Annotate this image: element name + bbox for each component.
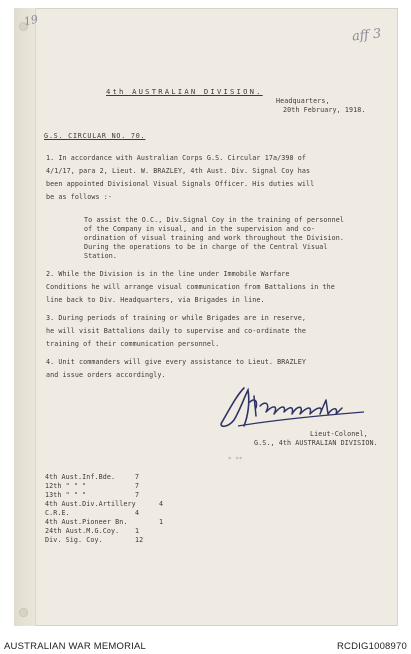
binding-strip (14, 8, 36, 626)
circular-reference: G.S. CIRCULAR NO. 70. (44, 132, 146, 140)
signature-image (214, 382, 374, 432)
text-line: he will visit Battalions daily to supervise and co-ordinate the (46, 327, 306, 335)
punch-hole (19, 608, 28, 617)
text-line: and issue orders accordingly. (46, 371, 166, 379)
paragraph-1 (46, 154, 315, 201)
paragraph-3 (46, 314, 306, 348)
footer-record-id: RCDIG1008970 (337, 641, 407, 652)
text-line: To assist the O.C., Div.Signal Coy in the training of personnel (84, 216, 344, 224)
text-line: 3. During periods of training or while Brigades are in reserve, (46, 314, 306, 322)
text-line: During the operations to be in charge of the Central Visual (84, 243, 328, 251)
text-line: 4. Unit commanders will give every assistance to Lieut. BRAZLEY (46, 358, 306, 366)
header-date: 20th February, 1918. (283, 106, 366, 114)
signatory-title: G.S., 4th AUSTRALIAN DIVISION. (254, 439, 378, 447)
document-page: 19 aff 3 4th AUSTRALIAN DIVISION. Headquarters, 20th February, 1918. G.S. CIRCULAR NO. 70. 1. In accordance with Australian Corps G.S. Circular 17a/398 of 4/1/17, para 2, Lieut. W. BRAZLEY, 4th Aust. Div. Signal Coy has been appointed Divisional Visual Signals Officer. His duties will be as follows :- To assist the O.C., Div.Signal Coy in the training of personnel of the Company in visual, and in the supervision and co- ordination of visual training and work throughout the Division. During the operations to be in charge of the Central Visual Station. 2. While the Division is in the line under Immobile Warfare Conditions he will arrange visual communication from Battalions in the line back to Div. Headquarters, via Brigades in line. 3. During periods of training or while Brigades are in reserve, he will visit Battalions daily to supervise and co-ordinate the training of their communication personnel. 4. Unit commanders will give every assistance to Lieut. BRAZLEY and issue orders accordingly. Lieut-Colonel, G.S., 4th AUSTRALIAN DIVISION. * ** 4th Aust.Inf.Bde. 7 12th " " " 7 13th " " " 7 4th Aust.Div.Artillery 4 C.R.E. 4 4th Aust.Pioneer Bn. 1 24th Aust.M.G.Coy. 1 Div. Sig. Coy. 12 (14, 8, 398, 626)
text-line: training of their communication personnel. (46, 340, 220, 348)
annotation-folio-number: 19 (22, 12, 40, 29)
header-location: Headquarters, (276, 97, 330, 105)
footer-archive-name: AUSTRALIAN WAR MEMORIAL (4, 641, 147, 652)
signatory-rank: Lieut-Colonel, (310, 430, 368, 438)
faint-mark: * ** (228, 456, 243, 463)
text-line: Conditions he will arrange visual communication from Battalions in the (46, 283, 335, 291)
paragraph-4 (46, 358, 306, 379)
text-line: line back to Div. Headquarters, via Brigades in line. (46, 296, 265, 304)
text-line: 4/1/17, para 2, Lieut. W. BRAZLEY, 4th Aust. Div. Signal Coy has (46, 167, 311, 175)
text-line: been appointed Divisional Visual Signals Officer. His duties will (46, 180, 315, 188)
text-line: 1. In accordance with Australian Corps G.S. Circular 17a/398 of (46, 154, 306, 162)
annotation-note: aff 3 (351, 26, 383, 45)
text-line: be as follows :- (46, 193, 113, 201)
text-line: Station. (84, 252, 118, 260)
division-heading: 4th AUSTRALIAN DIVISION. (106, 87, 263, 96)
paragraph-2 (46, 270, 335, 304)
text-line: of the Company in visual, and in the supervision and co- (84, 225, 316, 233)
duties-block (84, 216, 344, 260)
text-line: ordination of visual training and work throughout the Division. (84, 234, 344, 242)
text-line: 2. While the Division is in the line under Immobile Warfare (46, 270, 290, 278)
